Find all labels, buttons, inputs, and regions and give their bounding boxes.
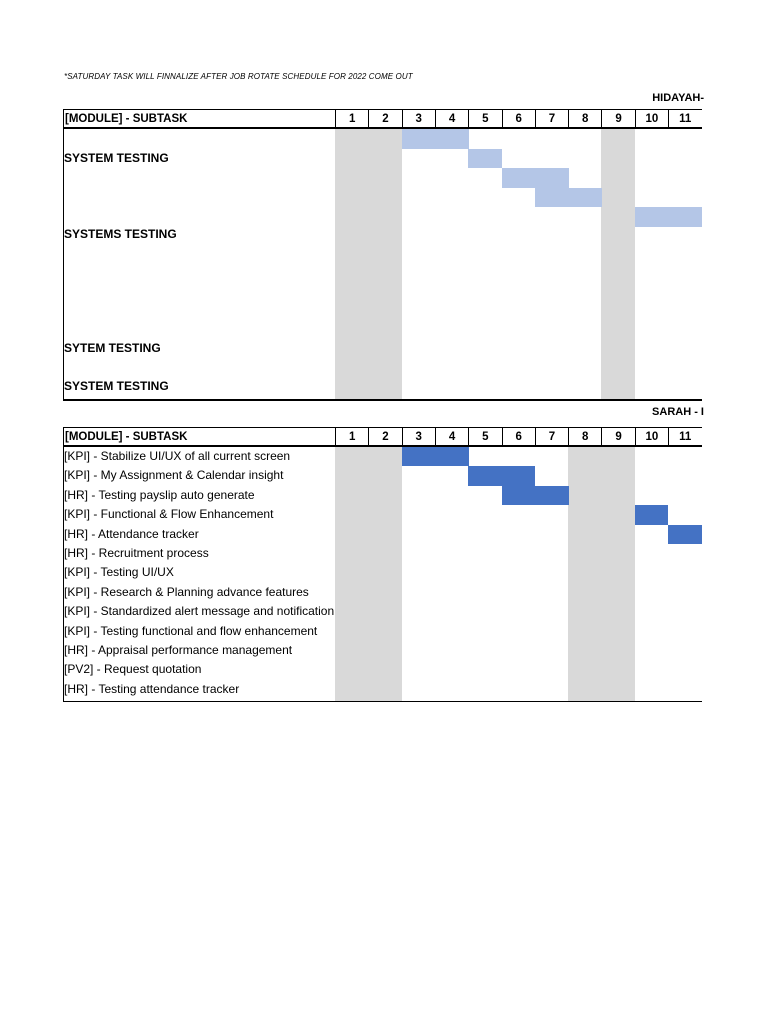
- header-day-3: 3: [402, 110, 435, 128]
- header-day-5: 5: [468, 110, 501, 128]
- task-bar: [468, 149, 502, 169]
- task-bar: [402, 129, 469, 149]
- task-bar: [668, 525, 702, 544]
- header-day-3: 3: [402, 428, 435, 446]
- task-label: [HR] - Recruitment process: [64, 546, 209, 560]
- task-label: [KPI] - Testing functional and flow enhancement: [64, 623, 318, 638]
- header-day-7: 7: [535, 110, 568, 128]
- owner-label-sarah: SARAH - I: [652, 406, 704, 418]
- task-bar: [635, 505, 669, 524]
- task-label: SYSTEMS TESTING: [64, 227, 177, 241]
- weekend-column-day-9: [601, 129, 635, 399]
- weekend-column-day-8: [568, 447, 602, 702]
- header-day-2: 2: [368, 428, 401, 446]
- schedule-note: *SATURDAY TASK WILL FINNALIZE AFTER JOB ROTATE SCHEDULE FOR 2022 COME OUT: [64, 72, 413, 81]
- sheet-bottom-border: [63, 701, 702, 702]
- header-day-1: 1: [335, 110, 368, 128]
- owner-label-hidayah: HIDAYAH-: [652, 92, 704, 104]
- task-label: [HR] - Testing attendance tracker: [64, 681, 240, 696]
- header-day-8: 8: [568, 428, 601, 446]
- weekend-column-day-2: [368, 447, 402, 702]
- task-label: [HR] - Attendance tracker: [64, 526, 199, 541]
- header-day-9: 9: [601, 428, 634, 446]
- task-label: SYSTEM TESTING: [64, 150, 169, 165]
- header-title: [MODULE] - SUBTASK: [63, 428, 335, 446]
- header-day-9: 9: [601, 110, 634, 128]
- task-label: [KPI] - Functional & Flow Enhancement: [64, 507, 274, 522]
- gantt-sheet-sarah: [63, 427, 702, 702]
- task-bar: [502, 486, 569, 505]
- task-label: [KPI] - Research & Planning advance features: [64, 584, 309, 599]
- gantt-sheet-hidayah: [63, 109, 702, 401]
- weekend-column-day-1: [335, 447, 369, 702]
- task-label: [PV2] - Request quotation: [64, 662, 202, 677]
- task-bar: [635, 207, 702, 227]
- task-label: SYSTEM TESTING: [64, 379, 169, 393]
- task-bar: [502, 168, 569, 188]
- header-day-7: 7: [535, 428, 568, 446]
- weekend-column-day-1: [335, 129, 369, 399]
- header-day-10: 10: [635, 110, 668, 128]
- gantt-header-row: [63, 427, 702, 447]
- header-day-5: 5: [468, 428, 501, 446]
- header-day-4: 4: [435, 428, 468, 446]
- task-label: [KPI] - Standardized alert message and notification: [64, 604, 335, 619]
- header-day-1: 1: [335, 428, 368, 446]
- task-label: [KPI] - My Assignment & Calendar insight: [64, 468, 284, 483]
- task-label: [KPI] - Stabilize UI/UX of all current screen: [64, 449, 291, 463]
- header-day-8: 8: [568, 110, 601, 128]
- task-bar: [535, 188, 602, 208]
- header-day-11: 11: [668, 428, 701, 446]
- weekend-column-day-2: [368, 129, 402, 399]
- header-day-6: 6: [502, 428, 535, 446]
- task-label: [HR] - Testing payslip auto generate: [64, 487, 255, 502]
- header-day-11: 11: [668, 110, 701, 128]
- gantt-header-row: [63, 109, 702, 129]
- task-label: [HR] - Appraisal performance management: [64, 643, 293, 657]
- header-day-10: 10: [635, 428, 668, 446]
- task-bar: [468, 466, 535, 485]
- weekend-column-day-9: [601, 447, 635, 702]
- task-label: SYTEM TESTING: [64, 341, 161, 355]
- header-title: [MODULE] - SUBTASK: [63, 110, 335, 128]
- header-day-6: 6: [502, 110, 535, 128]
- header-day-4: 4: [435, 110, 468, 128]
- task-bar: [402, 447, 469, 466]
- header-day-2: 2: [368, 110, 401, 128]
- task-label: [KPI] - Testing UI/UX: [64, 565, 174, 580]
- sheet-bottom-border: [63, 399, 702, 401]
